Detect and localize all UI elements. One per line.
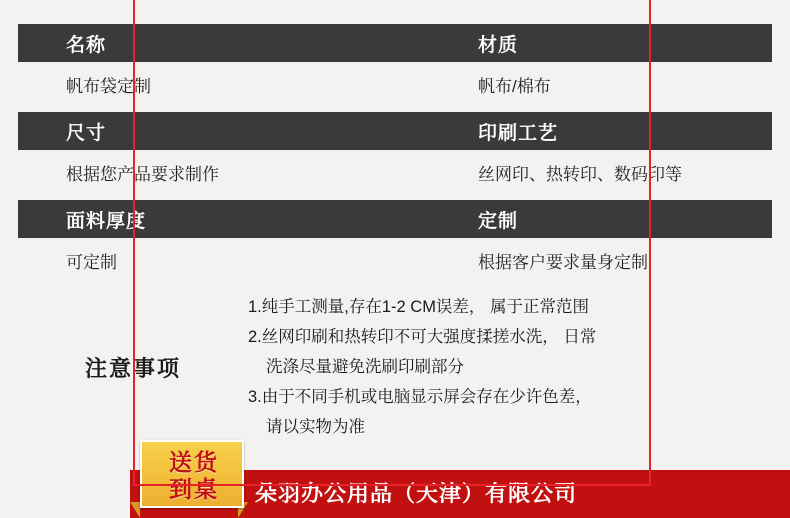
- table-row: [18, 112, 772, 150]
- badge-text: [142, 442, 246, 510]
- note-line-3: 洗涤尽量避免洗刷印刷部分: [266, 358, 464, 376]
- table-row: [18, 62, 772, 106]
- table-cell-custom-header: 定制: [438, 200, 772, 238]
- note-line-2: 2.丝网印刷和热转印不可大强度揉搓水洗， 日常: [248, 328, 597, 346]
- table-cell-custom-value: 根据客户要求量身定制: [438, 238, 772, 282]
- specification-table: [18, 24, 772, 282]
- table-cell-printing-value: 丝网印、热转印、数码印等: [438, 150, 772, 194]
- table-cell-thickness-value: 可定制: [18, 238, 438, 282]
- notes-title: 注意事项: [84, 355, 181, 381]
- table-row: [18, 200, 772, 238]
- footer: [0, 462, 790, 518]
- note-line-4: 3.由于不同手机或电脑显示屏会存在少许色差，: [248, 388, 592, 406]
- badge-body: [140, 440, 244, 508]
- table-cell-material-header: 材质: [438, 24, 772, 62]
- company-name: 朵羽办公用品（天津）有限公司: [255, 481, 578, 506]
- notes-list: [248, 292, 772, 442]
- delivery-badge: [130, 440, 248, 512]
- note-line-1: 1.纯手工测量,存在1-2 CM误差， 属于正常范围: [248, 298, 590, 316]
- table-cell-thickness-header: 面料厚度: [18, 200, 438, 238]
- table-cell-size-value: 根据您产品要求制作: [18, 150, 438, 194]
- table-cell-name-value: 帆布袋定制: [18, 62, 438, 106]
- note-line-5: 请以实物为准: [266, 418, 365, 436]
- table-row: [18, 150, 772, 194]
- badge-line-1: 送货: [169, 449, 219, 475]
- table-cell-printing-header: 印刷工艺: [438, 112, 772, 150]
- table-row: [18, 24, 772, 62]
- table-cell-material-value: 帆布/棉布: [438, 62, 772, 106]
- notes-section: [18, 272, 772, 462]
- table-cell-name-header: 名称: [18, 24, 438, 62]
- ribbon-tail-left-icon: [130, 502, 140, 518]
- badge-line-2: 到桌: [169, 476, 219, 502]
- table-cell-size-header: 尺寸: [18, 112, 438, 150]
